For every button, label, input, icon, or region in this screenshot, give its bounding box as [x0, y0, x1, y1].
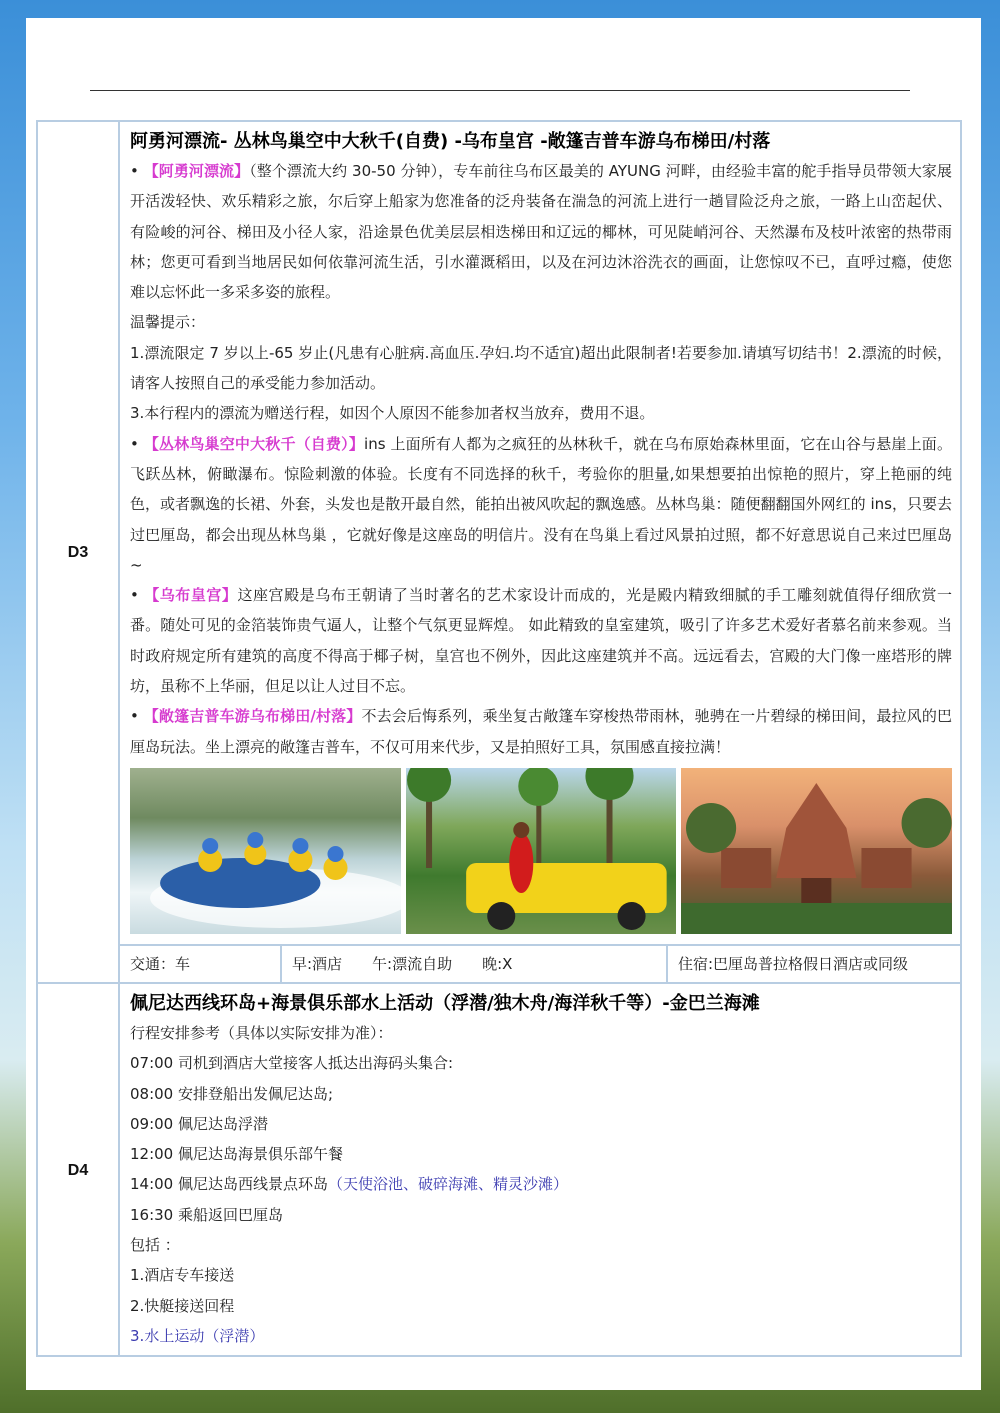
day-content-d4	[119, 983, 961, 1356]
include-water-sports: 水上运动（浮潜）	[144, 1326, 265, 1345]
schedule-intro: 行程安排参考（具体以实际安排为准）：	[130, 1023, 393, 1042]
transport-info: 交通：车	[120, 946, 282, 982]
day-row-d4	[37, 983, 961, 1356]
jungle-swing-text: ins 上面所有人都为之疯狂的丛林秋千，就在乌布原始森林里面，它在山谷与悬崖上面。飞跃丛林，俯瞰瀑布。惊险刺激的体验。长度有不同选择的秋千，考验你的胆量,如果想要拍出惊艳的照片，穿上艳丽的纯色，或者飘逸的长裙、外套，头发也是散开最自然，能拍出被风吹起的飘逸感。丛林鸟巢：随便翻翻国外网红的 ins，只要去过巴厘岛，都会出现丛林鸟巢 ，它就好像是这座岛的明信片。没有在鸟巢上看过风景拍过照，都不好意思说自己来过巴厘岛~	[130, 434, 952, 574]
highlight-ubud-palace: 【乌布皇宫】	[144, 586, 238, 605]
photo-strip	[130, 768, 952, 934]
paragraph-jeep-tour	[130, 701, 952, 762]
tip-2: 3.本行程内的漂流为赠送行程，如因个人原因不能参加者权当放弃，费用不退。	[130, 404, 655, 423]
include-item: 2.快艇接送回程	[130, 1296, 235, 1315]
jeep-photo	[406, 768, 677, 934]
d3-footer-cell	[119, 945, 961, 983]
palace-photo	[681, 768, 952, 934]
paragraph-rafting	[130, 156, 952, 307]
day-title: 阿勇河漂流- 丛林鸟巢空中大秋千(自费) -乌布皇宫 -敞篷吉普车游乌布梯田/村落	[130, 131, 771, 152]
bullet: •	[130, 707, 139, 726]
schedule-item: 12:00 佩尼达岛海景俱乐部午餐	[130, 1145, 343, 1164]
rafting-text: （整个漂流大约 30-50 分钟），专车前往乌布区最美的 AYUNG 河畔，由经验丰富的舵手指导员带领大家展开活泼轻快、欢乐精彩之旅，尔后穿上船家为您准备的泛舟装备在湍急的河流上进行一趟冒险泛舟之旅，一路上山峦起伏、有险峻的河谷、梯田及小径人家，沿途景色优美层层相迭梯田和辽远的椰林，可见陡峭河谷、天然瀑布及枝叶浓密的热带雨林；您更可看到当地居民如何依靠河流生活，引水灌溉稻田，以及在河边沐浴洗衣的画面，让您惊叹不已，直呼过瘾，使您难以忘怀此一多采多姿的旅程。	[130, 162, 952, 302]
includes-title: 包括 ：	[130, 1236, 180, 1255]
day-label: D3	[67, 543, 89, 561]
tip-1: 1.漂流限定 7 岁以上-65 岁止(凡患有心脏病.高血压.孕妇.均不适宜)超出此限制者!若要参加.请填写切结书！2.漂流的时候，请客人按照自己的承受能力参加活动。	[130, 343, 952, 393]
day-content-d3	[119, 121, 961, 945]
schedule-text: 14:00 佩尼达岛西线景点环岛	[130, 1175, 328, 1194]
schedule-item: 16:30 乘船返回巴厘岛	[130, 1205, 283, 1224]
bullet: •	[130, 434, 139, 453]
paragraph-ubud-palace	[130, 580, 952, 701]
day-label: D4	[67, 1161, 89, 1179]
schedule-spots: （天使浴池、破碎海滩、精灵沙滩）	[328, 1175, 569, 1194]
header-rule	[90, 90, 910, 91]
day-cell-d4	[37, 983, 119, 1356]
include-num: 3.	[130, 1326, 145, 1345]
ubud-palace-text: 这座宫殿是乌布王朝请了当时著名的艺术家设计而成的，光是殿内精致细腻的手工雕刻就值得仔细欣赏一番。随处可见的金箔装饰贵气逼人，让整个气氛更显辉煌。 如此精致的皇室建筑，吸引了许多艺术爱好者慕名前来参观。当时政府规定所有建筑的高度不得高于椰子树，皇宫也不例外，因此这座建筑并不高。远远看去，宫殿的大门像一座塔形的牌坊，虽称不上华丽，但足以让人过目不忘。	[130, 586, 952, 696]
itinerary-table	[36, 120, 962, 1357]
hotel-info: 住宿:巴厘岛普拉格假日酒店或同级	[678, 955, 909, 974]
include-item: 1.酒店专车接送	[130, 1266, 235, 1285]
include-item	[130, 1321, 952, 1351]
highlight-jeep-tour: 【敞篷吉普车游乌布梯田/村落】	[143, 707, 362, 726]
schedule-item	[130, 1169, 952, 1199]
highlight-rafting: 【阿勇河漂流】	[143, 162, 250, 180]
day-title: 佩尼达西线环岛+海景俱乐部水上活动（浮潜/独木舟/海洋秋千等）-金巴兰海滩	[130, 992, 760, 1014]
page-sheet	[26, 18, 981, 1390]
tips-title: 温馨提示：	[130, 313, 206, 332]
bullet: •	[130, 586, 139, 605]
highlight-jungle-swing: 【丛林鸟巢空中大秋千（自费）】	[143, 434, 365, 453]
meals-info: 早:酒店 午:漂流自助 晚:X	[282, 946, 668, 982]
jeep-tour-text: 不去会后悔系列，乘坐复古敞篷车穿梭热带雨林，驰骋在一片碧绿的梯田间，最拉风的巴厘岛玩法。坐上漂亮的敞篷吉普车，不仅可用来代步，又是拍照好工具，氛围感直接拉满！	[130, 707, 952, 756]
day-row-d3	[37, 121, 961, 945]
d3-footer-row	[37, 945, 961, 983]
day-cell-d3	[37, 121, 119, 983]
rafting-photo	[130, 768, 401, 934]
bullet: •	[130, 162, 139, 180]
schedule-item: 09:00 佩尼达岛浮潜	[130, 1114, 268, 1133]
schedule-item: 07:00 司机到酒店大堂接客人抵达出海码头集合:	[130, 1054, 454, 1073]
paragraph-jungle-swing	[130, 429, 952, 580]
schedule-item: 08:00 安排登船出发佩尼达岛;	[130, 1084, 334, 1103]
